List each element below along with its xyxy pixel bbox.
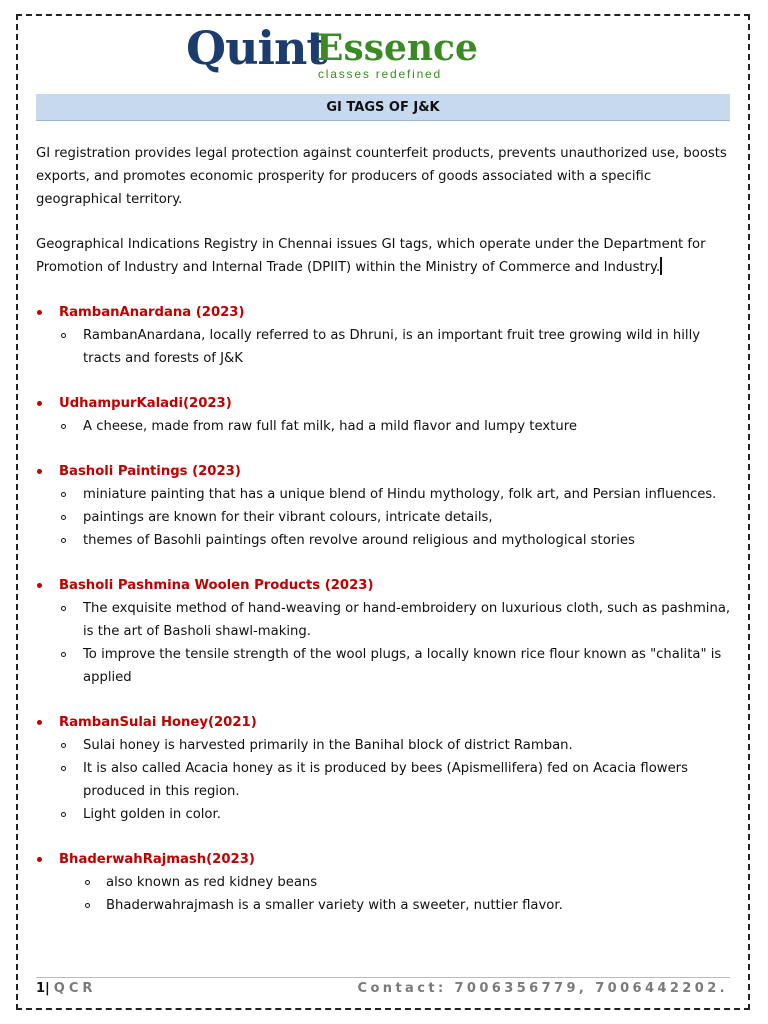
list-item: Bhaderwahrajmash is a smaller variety with a sweeter, nuttier flavor. [36,894,734,917]
list-item: miniature painting that has a unique blend of Hindu mythology, folk art, and Persian influences. [36,483,734,506]
gi-section-basholi-pashmina [36,574,734,689]
list-item: Sulai honey is harvested primarily in the Banihal block of district Ramban. [36,734,734,757]
document-body [36,142,734,939]
footer-contact: Contact: 7006356779, 7006442202. [357,981,728,996]
gi-section-basholi-paintings [36,460,734,552]
list-item: To improve the tensile strength of the wool plugs, a locally known rice flour known as "chalita" is applied [36,643,734,689]
footer-divider [36,977,730,978]
section-title: BhaderwahRajmash(2023) [36,848,734,871]
intro-paragraph [36,233,734,279]
gi-section-bhaderwah-rajmash [36,848,734,917]
page-number: 1 [36,981,46,996]
logo-word-quint: Quint [186,21,327,75]
section-title: Basholi Pashmina Woolen Products (2023) [36,574,734,597]
quint-essence-logo [186,22,476,84]
gi-section-ramban-anardana [36,301,734,370]
list-item: The exquisite method of hand-weaving or hand-embroidery on luxurious cloth, such as pashmina, is the art of Basholi shawl-making. [36,597,734,643]
list-item: Light golden in color. [36,803,734,826]
list-item: RambanAnardana, locally referred to as Dhruni, is an important fruit tree growing wild in hilly tracts and forests of J&K [36,324,734,370]
section-title: Basholi Paintings (2023) [36,460,734,483]
list-item: It is also called Acacia honey as it is produced by bees (Apismellifera) fed on Acacia flowers produced in this region. [36,757,734,803]
text-cursor [660,257,662,275]
footer-code: QCR [53,981,97,996]
section-title: RambanSulai Honey(2021) [36,711,734,734]
footer-separator: | [45,981,50,996]
page-title: GI TAGS OF J&K [326,99,440,115]
list-item: also known as red kidney beans [36,871,734,894]
section-title: UdhampurKaladi(2023) [36,392,734,415]
intro-paragraph: GI registration provides legal protection against counterfeit products, prevents unauthorized use, boosts exports, and promotes economic prosperity for producers of goods associated with a specific geographical territory. [36,146,727,207]
gi-section-ramban-sulai-honey [36,711,734,826]
section-title: RambanAnardana (2023) [36,301,734,324]
list-item: paintings are known for their vibrant colours, intricate details, [36,506,734,529]
intro-paragraph-text: Geographical Indications Registry in Chennai issues GI tags, which operate under the Department for Promotion of Industry and Internal Trade (DPIIT) within the Ministry of Commerce and Industry. [36,237,706,275]
list-item: A cheese, made from raw full fat milk, had a mild flavor and lumpy texture [36,415,734,438]
footer-page-info [36,981,96,996]
logo-tagline: classes redefined [318,67,442,81]
logo-word-essence: Essence [316,27,478,69]
page-title-bar [36,94,730,121]
gi-section-udhampur-kaladi [36,392,734,438]
list-item: themes of Basohli paintings often revolve around religious and mythological stories [36,529,734,552]
